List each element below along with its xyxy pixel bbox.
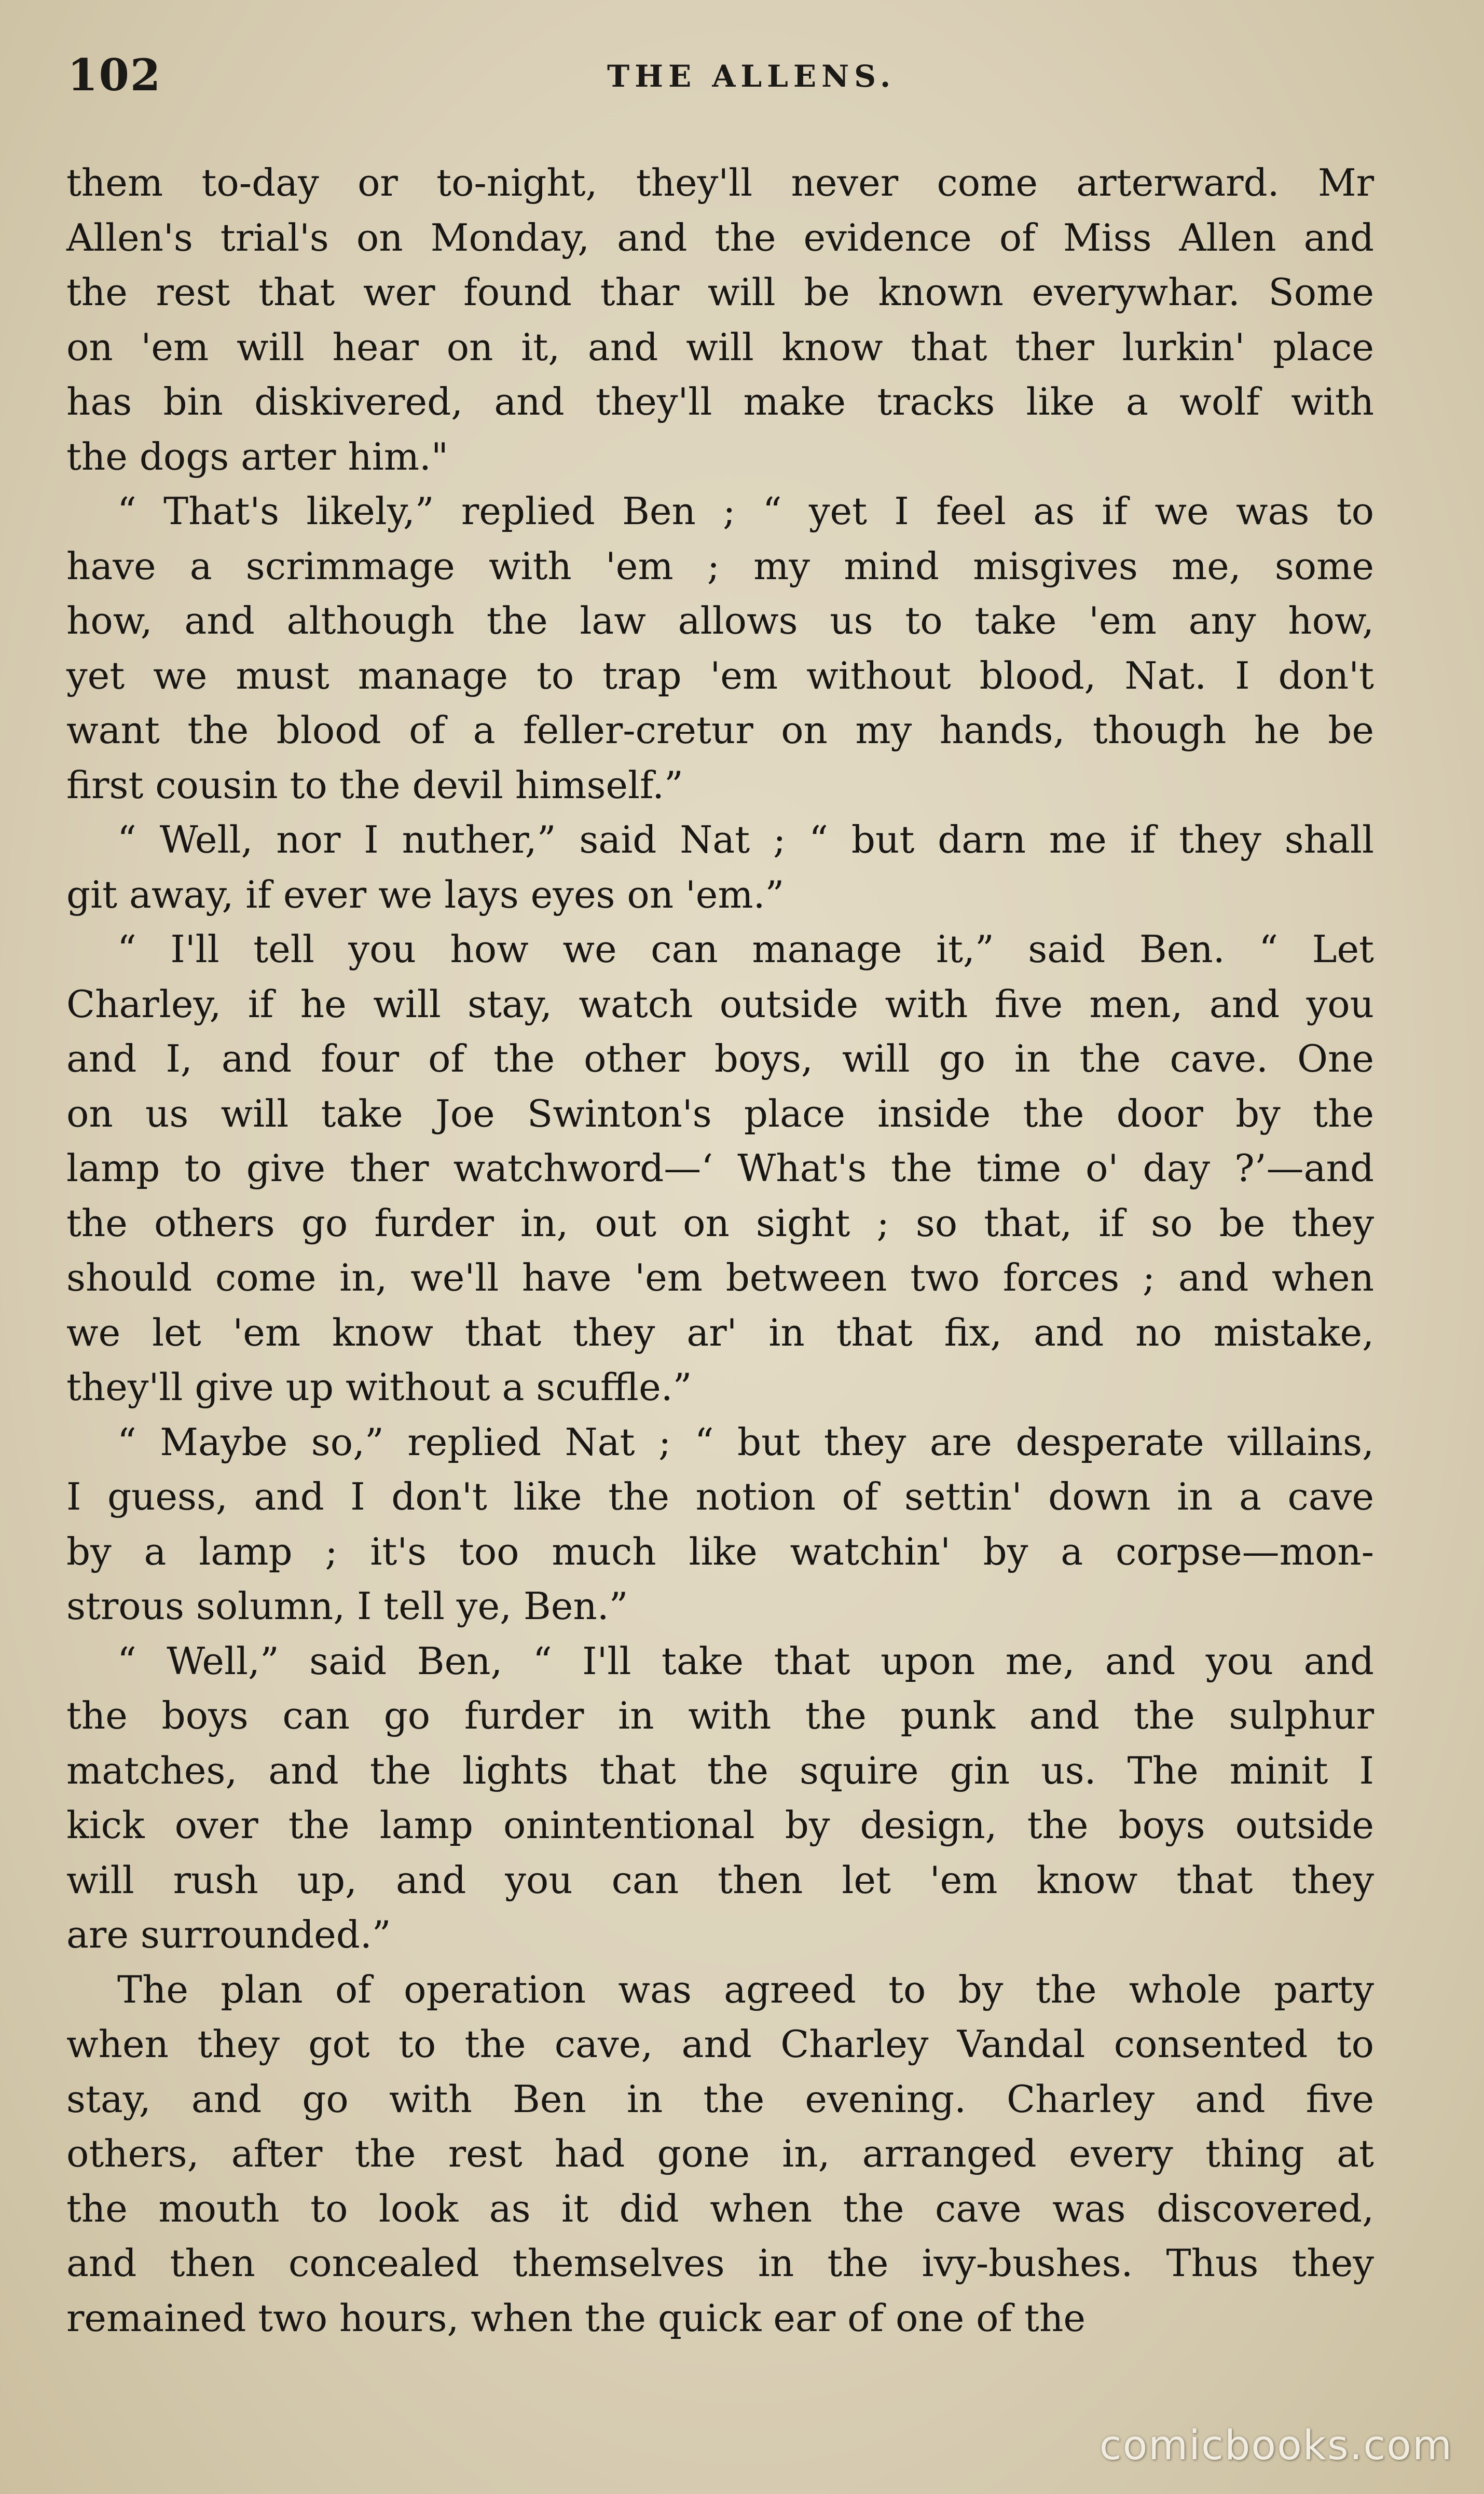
text-line: “ Well,” said Ben, “ I'll take that upon me, and you and [117,1639,1374,1683]
text-line: and then concealed themselves in the ivy-bushes. Thus they [66,2241,1374,2285]
text-line: the rest that wer found thar will be known everywhar. Some [66,270,1374,314]
text-line: how, and although the law allows us to take 'em any how, [66,599,1374,642]
text-line: “ I'll tell you how we can manage it,” said Ben. “ Let [117,927,1374,971]
text-line: should come in, we'll have 'em between two forces ; and when [66,1256,1374,1299]
text-line: lamp to give ther watchword—‘ What's the time o' day ?’—and [66,1146,1374,1190]
watermark: comicbooks.com [1099,2422,1453,2469]
page-number: 102 [67,49,162,101]
text-line: others, after the rest had gone in, arranged every thing at [66,2132,1374,2175]
text-line: and I, and four of the other boys, will go in the cave. One [66,1037,1374,1080]
text-line: stay, and go with Ben in the evening. Charley and five [66,2077,1374,2121]
text-line: I guess, and I don't like the notion of settin' down in a cave [66,1475,1374,1518]
text-line: are surrounded.” [66,1913,391,1956]
text-line: “ Maybe so,” replied Nat ; “ but they are desperate villains, [117,1420,1374,1464]
text-line: strous solumn, I tell ye, Ben.” [66,1584,628,1628]
text-line: the dogs arter him." [66,434,449,478]
text-line: them to-day or to-night, they'll never come arterward. Mr [66,161,1374,204]
text-line: remained two hours, when the quick ear of one of the [66,2296,1085,2340]
text-line: the mouth to look as it did when the cave was discovered, [66,2186,1374,2230]
paragraph [66,484,1374,813]
text-line: The plan of operation was agreed to by the whole party [117,1967,1374,2011]
text-line: git away, if ever we lays eyes on 'em.” [66,872,785,916]
text-line: will rush up, and you can then let 'em know that they [66,1858,1374,1902]
text-line: they'll give up without a scuffle.” [66,1365,692,1409]
text-line: the others go furder in, out on sight ; so that, if so be they [66,1201,1374,1245]
text-line: matches, and the lights that the squire gin us. The minit I [66,1748,1374,1792]
text-line: by a lamp ; it's too much like watchin' by a corpse—mon- [66,1529,1374,1573]
text-line: kick over the lamp onintentional by design, the boys outside [66,1803,1374,1847]
paragraph [66,1634,1374,1963]
paragraph [66,922,1374,1415]
text-line: we let 'em know that they ar' in that fix, and no mistake, [66,1310,1374,1354]
text-line: on us will take Joe Swinton's place inside the door by the [66,1091,1374,1135]
paragraph [66,1415,1374,1634]
body-text [66,156,1374,2346]
text-line: have a scrimmage with 'em ; my mind misgives me, some [66,544,1374,588]
text-line: first cousin to the devil himself.” [66,763,683,807]
text-line: when they got to the cave, and Charley Vandal consented to [66,2022,1374,2066]
text-line: Allen's trial's on Monday, and the evidence of Miss Allen and [66,215,1374,259]
paragraph [66,1963,1374,2346]
paragraph [66,156,1374,484]
running-title: THE ALLENS. [607,59,896,94]
text-line: want the blood of a feller-cretur on my hands, though he be [66,708,1374,752]
paragraph [66,813,1374,922]
text-line: “ Well, nor I nuther,” said Nat ; “ but darn me if they shall [117,818,1374,861]
text-line: on 'em will hear on it, and will know that ther lurkin' place [66,325,1374,369]
running-head [67,49,1365,106]
text-line: the boys can go furder in with the punk and the sulphur [66,1694,1374,1737]
text-line: has bin diskivered, and they'll make tracks like a wolf with [66,380,1374,423]
text-line: yet we must manage to trap 'em without blood, Nat. I don't [66,653,1374,697]
text-line: “ That's likely,” replied Ben ; “ yet I feel as if we was to [117,489,1374,533]
text-line: Charley, if he will stay, watch outside with five men, and you [66,982,1374,1026]
